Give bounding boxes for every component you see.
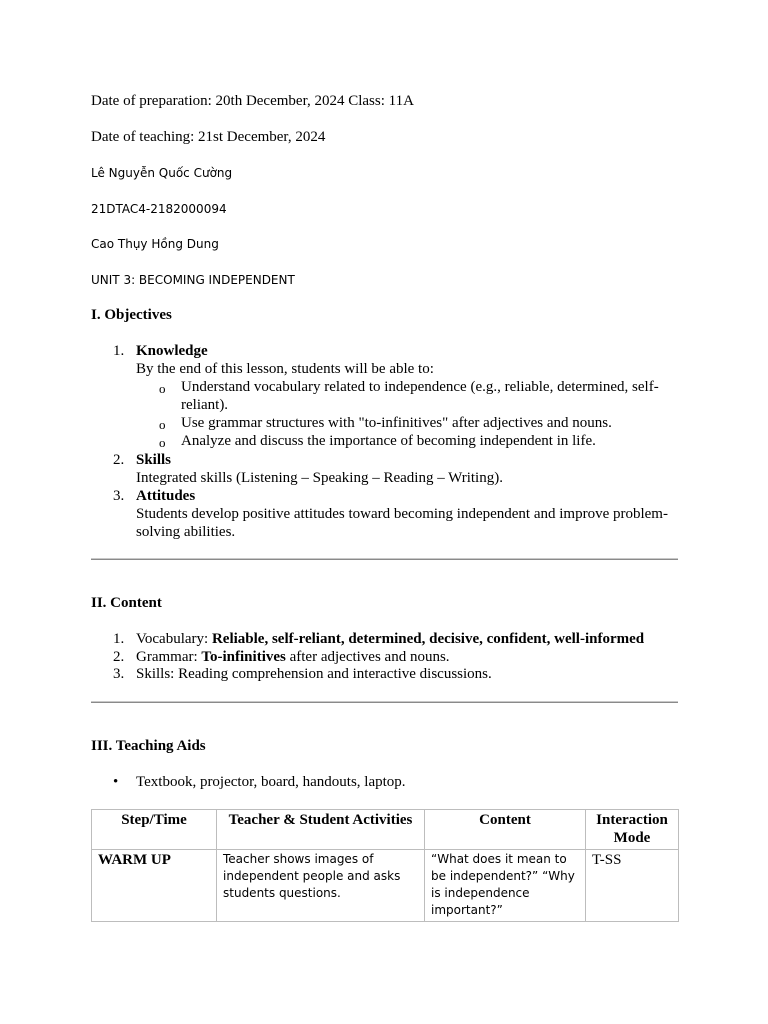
cell-step: WARM UP [92, 850, 217, 922]
knowledge-intro: By the end of this lesson, students will be able to: [136, 361, 434, 377]
sub-bullet-icon: o [159, 417, 166, 432]
date-of-preparation: Date of preparation: 20th December, 2024 Class: 11A [91, 93, 414, 109]
cell-content: “What does it mean to be independent?” “Why is independence important?” [425, 850, 586, 922]
content-item-prefix: Vocabulary: [136, 631, 212, 647]
content-item-skills: Skills: Reading comprehension and interactive discussions. [136, 666, 492, 682]
header-content: Content [425, 810, 586, 850]
knowledge-bullet-1-cont: reliant). [181, 397, 229, 413]
knowledge-bullet-2: Use grammar structures with "to-infinitives" after adjectives and nouns. [181, 415, 612, 431]
content-number: 2. [113, 649, 125, 665]
date-of-teaching: Date of teaching: 21st December, 2024 [91, 129, 326, 145]
content-heading: II. Content [91, 595, 162, 611]
objective-title-attitudes: Attitudes [136, 488, 196, 504]
table-row [92, 850, 679, 922]
objective-title-knowledge: Knowledge [136, 343, 208, 359]
header-step-time: Step/Time [92, 810, 217, 850]
section-divider [91, 701, 678, 703]
objective-number: 3. [113, 488, 125, 504]
content-item-vocabulary [136, 631, 644, 648]
cell-interaction-mode: T-SS [586, 850, 679, 922]
bullet-icon: • [113, 774, 119, 790]
content-item-grammar [136, 649, 450, 666]
content-item-suffix: after adjectives and nouns. [285, 649, 450, 665]
grammar-term: To-infinitives [201, 649, 286, 665]
teaching-aids-heading: III. Teaching Aids [91, 738, 206, 754]
knowledge-bullet-3: Analyze and discuss the importance of becoming independent in life. [181, 433, 596, 449]
knowledge-bullet-1: Understand vocabulary related to independence (e.g., reliable, determined, self- [181, 379, 659, 395]
content-item-prefix: Grammar: [136, 649, 202, 665]
skills-text: Integrated skills (Listening – Speaking – Reading – Writing). [136, 470, 503, 486]
student-id: 21DTAC4-2182000094 [91, 202, 227, 216]
sub-bullet-icon: o [159, 381, 166, 396]
unit-title: UNIT 3: BECOMING INDEPENDENT [91, 273, 295, 287]
author-name: Lê Nguyễn Quốc Cường [91, 166, 233, 180]
lesson-procedure-table [91, 809, 679, 922]
sub-bullet-icon: o [159, 435, 166, 450]
teaching-aids-item: Textbook, projector, board, handouts, laptop. [136, 774, 406, 790]
content-number: 1. [113, 631, 125, 647]
objective-number: 1. [113, 343, 125, 359]
content-number: 3. [113, 666, 125, 682]
attitudes-text: Students develop positive attitudes toward becoming independent and improve problem- [136, 506, 668, 522]
header-activities: Teacher & Student Activities [217, 810, 425, 850]
attitudes-text-cont: solving abilities. [136, 524, 236, 540]
table-header-row [92, 810, 679, 850]
header-interaction-mode: Interaction Mode [586, 810, 679, 850]
objective-number: 2. [113, 452, 125, 468]
cell-activities: Teacher shows images of independent people and asks students questions. [217, 850, 425, 922]
instructor-name: Cao Thụy Hồng Dung [91, 237, 219, 251]
vocabulary-words: Reliable, self-reliant, determined, decisive, confident, well-informed [211, 631, 645, 647]
section-divider [91, 558, 678, 560]
objective-title-skills: Skills [136, 452, 172, 468]
objectives-heading: I. Objectives [91, 307, 172, 323]
